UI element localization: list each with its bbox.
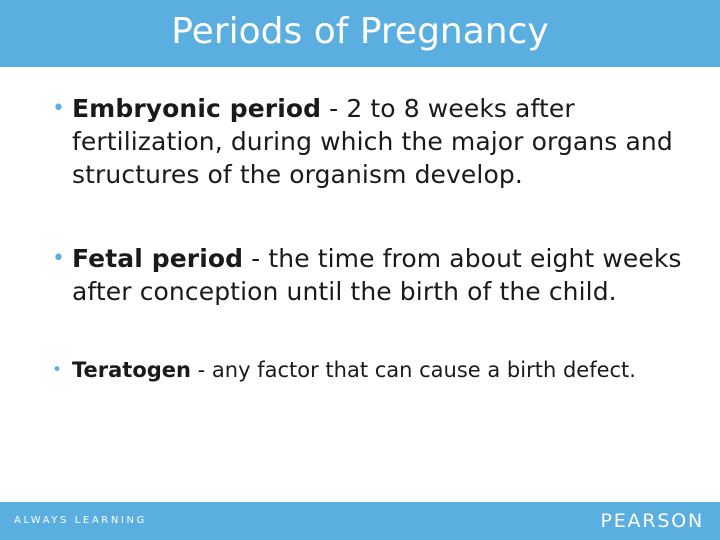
- bullet-item-fetal-period: [52, 242, 684, 308]
- bullet-body: [72, 92, 684, 191]
- footer-bar: [0, 502, 720, 540]
- footer-tagline: ALWAYS LEARNING: [14, 515, 147, 526]
- slide-title: Periods of Pregnancy: [171, 11, 549, 52]
- bullet-item-embryonic-period: [52, 92, 684, 191]
- bullet-term: Teratogen: [72, 358, 191, 382]
- bullet-dot-icon: •: [52, 96, 66, 121]
- bullet-body: [72, 357, 684, 384]
- bullet-text: - 2 to 8 weeks after fertilization, during which the major organs and structures of the organism develop.: [72, 94, 673, 189]
- bullet-body: [72, 242, 684, 308]
- bullet-text: - any factor that can cause a birth defect.: [191, 358, 636, 382]
- bullet-item-teratogen: [52, 357, 684, 384]
- bullet-text: - the time from about eight weeks after conception until the birth of the child.: [72, 244, 682, 306]
- bullet-dot-icon: •: [52, 360, 63, 380]
- pearson-logo: PEARSON: [600, 510, 704, 532]
- bullet-dot-icon: •: [52, 246, 66, 271]
- bullet-term: Fetal period: [72, 244, 244, 273]
- bullet-term: Embryonic period: [72, 94, 322, 123]
